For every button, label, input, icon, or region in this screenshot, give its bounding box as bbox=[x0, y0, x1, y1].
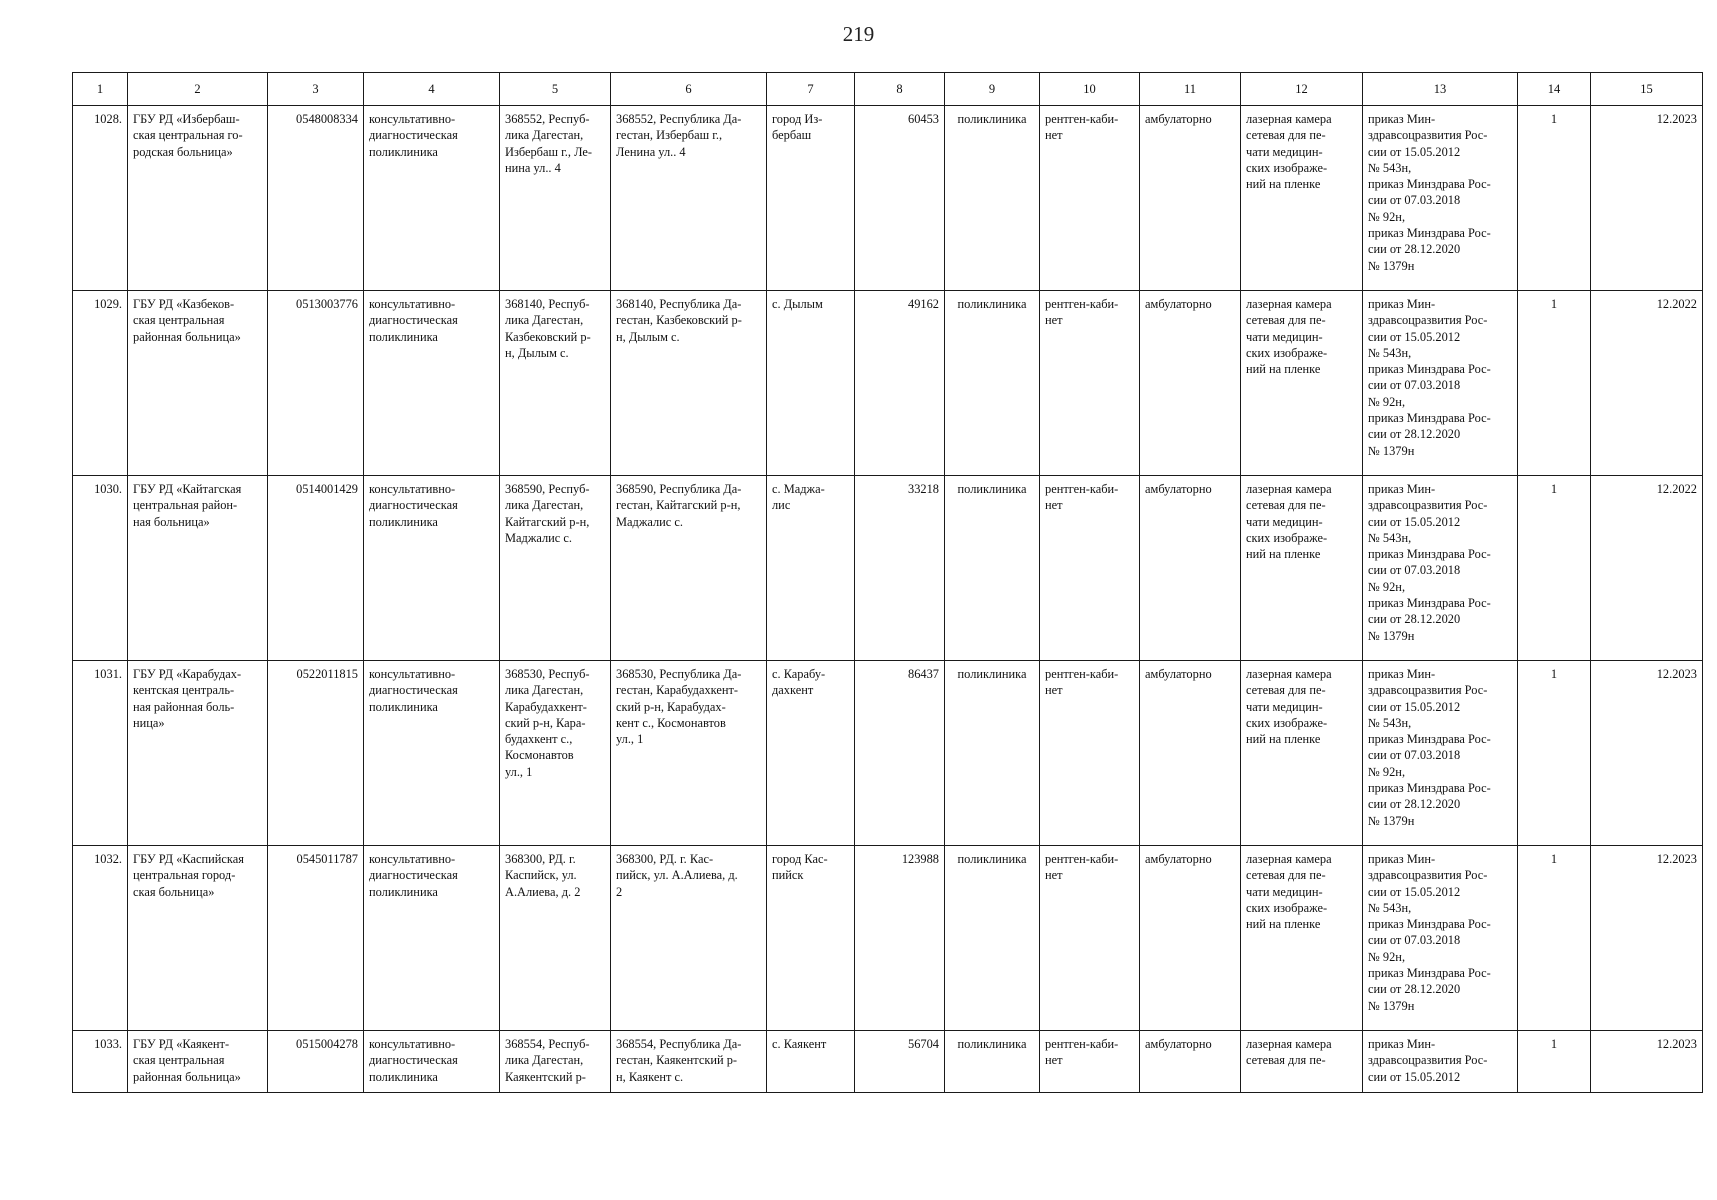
legal-address-cell bbox=[500, 291, 611, 476]
legal-address: 368552, Респуб- лика Дагестан, Избербаш г., Ле- нина ул.. 4 bbox=[505, 112, 593, 175]
population: 33218 bbox=[908, 482, 939, 496]
row-number: 1033. bbox=[94, 1037, 122, 1051]
due-date: 12.2022 bbox=[1656, 297, 1697, 311]
care-form: амбулаторно bbox=[1145, 482, 1212, 496]
quantity: 1 bbox=[1550, 852, 1558, 866]
settlement-cell bbox=[767, 846, 855, 1031]
quantity: 1 bbox=[1550, 482, 1558, 496]
legal-basis: приказ Мин- здравсоцразвития Рос- сии от 15.05.2012 № 543н, приказ Минздрава Рос- сии от 07.03.2018 № 92н, приказ Минздрава Рос- сии от 28.12.2020 № 1379н bbox=[1368, 482, 1491, 643]
quantity-cell bbox=[1518, 476, 1591, 661]
care-form: амбулаторно bbox=[1145, 297, 1212, 311]
population-cell bbox=[855, 106, 945, 291]
care-type-cell bbox=[945, 846, 1040, 1031]
inn-code: 0513003776 bbox=[296, 297, 358, 311]
unit-name-cell bbox=[1040, 846, 1140, 1031]
inn-code-cell bbox=[268, 1031, 364, 1093]
organization-name-cell bbox=[128, 476, 268, 661]
organization-name: ГБУ РД «Карабудах- кентская централь- ная районная боль- ница» bbox=[133, 667, 242, 730]
legal-basis-cell bbox=[1363, 476, 1518, 661]
location-address-cell bbox=[611, 106, 767, 291]
table-row bbox=[73, 1031, 1703, 1093]
due-date-cell bbox=[1591, 291, 1703, 476]
location-address-cell bbox=[611, 661, 767, 846]
legal-address-cell bbox=[500, 106, 611, 291]
quantity-cell bbox=[1518, 846, 1591, 1031]
inn-code: 0514001429 bbox=[296, 482, 358, 496]
equipment-name-cell bbox=[1241, 106, 1363, 291]
quantity-cell bbox=[1518, 106, 1591, 291]
quantity: 1 bbox=[1550, 297, 1558, 311]
row-number: 1029. bbox=[94, 297, 122, 311]
care-form-cell bbox=[1140, 476, 1241, 661]
quantity-cell bbox=[1518, 291, 1591, 476]
table-row bbox=[73, 291, 1703, 476]
inn-code: 0545011787 bbox=[296, 852, 358, 866]
facility-type: консультативно- диагностическая поликлиника bbox=[369, 482, 458, 529]
care-type-cell bbox=[945, 291, 1040, 476]
equipment-name: лазерная камера сетевая для пе- bbox=[1246, 1037, 1332, 1068]
inn-code: 0515004278 bbox=[296, 1037, 358, 1051]
row-number: 1030. bbox=[94, 482, 122, 496]
location-address: 368552, Республика Да- гестан, Избербаш г., Ленина ул.. 4 bbox=[616, 112, 742, 159]
equipment-name-cell bbox=[1241, 291, 1363, 476]
equipment-name-cell bbox=[1241, 476, 1363, 661]
unit-name-cell bbox=[1040, 106, 1140, 291]
unit-name: рентген-каби- нет bbox=[1045, 667, 1119, 698]
row-number: 1032. bbox=[94, 852, 122, 866]
care-type-cell bbox=[945, 661, 1040, 846]
unit-name-cell bbox=[1040, 661, 1140, 846]
column-header: 4 bbox=[364, 73, 500, 106]
table-body bbox=[73, 106, 1703, 1093]
column-header: 14 bbox=[1518, 73, 1591, 106]
population-cell bbox=[855, 661, 945, 846]
table-row bbox=[73, 846, 1703, 1031]
care-form-cell bbox=[1140, 846, 1241, 1031]
legal-address-cell bbox=[500, 661, 611, 846]
table-row bbox=[73, 106, 1703, 291]
column-header: 13 bbox=[1363, 73, 1518, 106]
column-header: 9 bbox=[945, 73, 1040, 106]
facility-type-cell bbox=[364, 846, 500, 1031]
legal-address: 368140, Респуб- лика Дагестан, Казбековский р- н, Дылым с. bbox=[505, 297, 591, 360]
legal-basis-cell bbox=[1363, 1031, 1518, 1093]
inn-code: 0548008334 bbox=[296, 112, 358, 126]
organization-name-cell bbox=[128, 106, 268, 291]
equipment-name-cell bbox=[1241, 1031, 1363, 1093]
location-address-cell bbox=[611, 1031, 767, 1093]
legal-address: 368530, Респуб- лика Дагестан, Карабудахкент- ский р-н, Кара- будахкент с., Космонавтов ул., 1 bbox=[505, 667, 590, 779]
inn-code-cell bbox=[268, 291, 364, 476]
quantity: 1 bbox=[1550, 112, 1558, 126]
facility-type-cell bbox=[364, 1031, 500, 1093]
due-date-cell bbox=[1591, 476, 1703, 661]
settlement-cell bbox=[767, 476, 855, 661]
inn-code-cell bbox=[268, 661, 364, 846]
care-form-cell bbox=[1140, 106, 1241, 291]
column-header: 6 bbox=[611, 73, 767, 106]
location-address: 368140, Республика Да- гестан, Казбековский р- н, Дылым с. bbox=[616, 297, 742, 344]
settlement-cell bbox=[767, 106, 855, 291]
equipment-name-cell bbox=[1241, 846, 1363, 1031]
care-form-cell bbox=[1140, 291, 1241, 476]
unit-name-cell bbox=[1040, 291, 1140, 476]
quantity-cell bbox=[1518, 661, 1591, 846]
population: 49162 bbox=[908, 297, 939, 311]
unit-name-cell bbox=[1040, 476, 1140, 661]
legal-address: 368300, РД. г. Каспийск, ул. А.Алиева, д. 2 bbox=[505, 852, 581, 899]
facility-type-cell bbox=[364, 661, 500, 846]
due-date: 12.2023 bbox=[1656, 112, 1697, 126]
inn-code-cell bbox=[268, 476, 364, 661]
organization-name-cell bbox=[128, 661, 268, 846]
quantity: 1 bbox=[1550, 667, 1558, 681]
legal-address-cell bbox=[500, 476, 611, 661]
care-type: поликлиника bbox=[957, 1037, 1027, 1051]
population-cell bbox=[855, 476, 945, 661]
equipment-name: лазерная камера сетевая для пе- чати медицин- ских изображе- ний на пленке bbox=[1246, 112, 1332, 192]
settlement-cell bbox=[767, 291, 855, 476]
row-number-cell bbox=[73, 106, 128, 291]
equipment-name: лазерная камера сетевая для пе- чати медицин- ских изображе- ний на пленке bbox=[1246, 852, 1332, 932]
facility-type: консультативно- диагностическая поликлиника bbox=[369, 1037, 458, 1084]
column-number-row bbox=[73, 73, 1703, 106]
population: 56704 bbox=[908, 1037, 939, 1051]
population-cell bbox=[855, 846, 945, 1031]
column-header: 15 bbox=[1591, 73, 1703, 106]
legal-basis-cell bbox=[1363, 291, 1518, 476]
legal-address-cell bbox=[500, 846, 611, 1031]
row-number-cell bbox=[73, 291, 128, 476]
facility-type-cell bbox=[364, 476, 500, 661]
care-form: амбулаторно bbox=[1145, 852, 1212, 866]
due-date: 12.2023 bbox=[1656, 667, 1697, 681]
location-address: 368590, Республика Да- гестан, Кайтагский р-н, Маджалис с. bbox=[616, 482, 742, 529]
unit-name: рентген-каби- нет bbox=[1045, 297, 1119, 328]
organization-name: ГБУ РД «Казбеков- ская центральная районная больница» bbox=[133, 297, 241, 344]
care-type-cell bbox=[945, 106, 1040, 291]
equipment-name: лазерная камера сетевая для пе- чати медицин- ских изображе- ний на пленке bbox=[1246, 667, 1332, 747]
facility-type: консультативно- диагностическая поликлиника bbox=[369, 297, 458, 344]
row-number: 1028. bbox=[94, 112, 122, 126]
settlement: с. Дылым bbox=[772, 297, 823, 311]
location-address: 368300, РД. г. Кас- пийск, ул. А.Алиева, д. 2 bbox=[616, 852, 738, 899]
settlement: с. Карабу- дахкент bbox=[772, 667, 826, 698]
population-cell bbox=[855, 291, 945, 476]
settlement: с. Маджа- лис bbox=[772, 482, 825, 513]
due-date-cell bbox=[1591, 106, 1703, 291]
column-header: 12 bbox=[1241, 73, 1363, 106]
column-header: 10 bbox=[1040, 73, 1140, 106]
organization-name: ГБУ РД «Каякент- ская центральная районная больница» bbox=[133, 1037, 241, 1084]
location-address: 368530, Республика Да- гестан, Карабудахкент- ский р-н, Карабудах- кент с., Космонавтов ул., 1 bbox=[616, 667, 742, 747]
column-header: 1 bbox=[73, 73, 128, 106]
settlement-cell bbox=[767, 1031, 855, 1093]
care-form: амбулаторно bbox=[1145, 1037, 1212, 1051]
care-type: поликлиника bbox=[957, 852, 1027, 866]
due-date-cell bbox=[1591, 661, 1703, 846]
row-number-cell bbox=[73, 1031, 128, 1093]
legal-basis-cell bbox=[1363, 106, 1518, 291]
equipment-table bbox=[72, 72, 1703, 1093]
legal-basis: приказ Мин- здравсоцразвития Рос- сии от 15.05.2012 bbox=[1368, 1037, 1488, 1084]
equipment-name: лазерная камера сетевая для пе- чати медицин- ских изображе- ний на пленке bbox=[1246, 482, 1332, 562]
settlement-cell bbox=[767, 661, 855, 846]
care-form-cell bbox=[1140, 661, 1241, 846]
column-header: 2 bbox=[128, 73, 268, 106]
unit-name: рентген-каби- нет bbox=[1045, 852, 1119, 883]
due-date: 12.2023 bbox=[1656, 852, 1697, 866]
population: 86437 bbox=[908, 667, 939, 681]
care-type: поликлиника bbox=[957, 667, 1027, 681]
settlement: город Из- бербаш bbox=[772, 112, 823, 143]
settlement: с. Каякент bbox=[772, 1037, 827, 1051]
care-type: поликлиника bbox=[957, 112, 1027, 126]
legal-basis-cell bbox=[1363, 846, 1518, 1031]
table-row bbox=[73, 476, 1703, 661]
organization-name-cell bbox=[128, 846, 268, 1031]
column-header: 5 bbox=[500, 73, 611, 106]
population-cell bbox=[855, 1031, 945, 1093]
unit-name: рентген-каби- нет bbox=[1045, 1037, 1119, 1068]
due-date-cell bbox=[1591, 846, 1703, 1031]
legal-address: 368554, Респуб- лика Дагестан, Каякентский р- bbox=[505, 1037, 590, 1084]
facility-type: консультативно- диагностическая поликлиника bbox=[369, 852, 458, 899]
care-type: поликлиника bbox=[957, 482, 1027, 496]
row-number: 1031. bbox=[94, 667, 122, 681]
facility-type-cell bbox=[364, 106, 500, 291]
unit-name: рентген-каби- нет bbox=[1045, 482, 1119, 513]
inn-code-cell bbox=[268, 106, 364, 291]
legal-basis: приказ Мин- здравсоцразвития Рос- сии от 15.05.2012 № 543н, приказ Минздрава Рос- сии от 07.03.2018 № 92н, приказ Минздрава Рос- сии от 28.12.2020 № 1379н bbox=[1368, 112, 1491, 273]
settlement: город Кас- пийск bbox=[772, 852, 828, 883]
legal-address: 368590, Респуб- лика Дагестан, Кайтагский р-н, Маджалис с. bbox=[505, 482, 590, 545]
column-header: 3 bbox=[268, 73, 364, 106]
care-type-cell bbox=[945, 1031, 1040, 1093]
quantity-cell bbox=[1518, 1031, 1591, 1093]
column-header: 11 bbox=[1140, 73, 1241, 106]
inn-code-cell bbox=[268, 846, 364, 1031]
column-header: 7 bbox=[767, 73, 855, 106]
facility-type: консультативно- диагностическая поликлиника bbox=[369, 667, 458, 714]
legal-basis-cell bbox=[1363, 661, 1518, 846]
population: 60453 bbox=[908, 112, 939, 126]
column-header: 8 bbox=[855, 73, 945, 106]
care-type: поликлиника bbox=[957, 297, 1027, 311]
facility-type-cell bbox=[364, 291, 500, 476]
table-row bbox=[73, 661, 1703, 846]
care-form: амбулаторно bbox=[1145, 667, 1212, 681]
organization-name: ГБУ РД «Каспийская центральная город- ская больница» bbox=[133, 852, 244, 899]
care-form-cell bbox=[1140, 1031, 1241, 1093]
inn-code: 0522011815 bbox=[296, 667, 358, 681]
page-number: 219 bbox=[842, 22, 875, 46]
due-date: 12.2023 bbox=[1656, 1037, 1697, 1051]
row-number-cell bbox=[73, 476, 128, 661]
legal-basis: приказ Мин- здравсоцразвития Рос- сии от 15.05.2012 № 543н, приказ Минздрава Рос- сии от 07.03.2018 № 92н, приказ Минздрава Рос- сии от 28.12.2020 № 1379н bbox=[1368, 297, 1491, 458]
due-date-cell bbox=[1591, 1031, 1703, 1093]
location-address-cell bbox=[611, 476, 767, 661]
organization-name-cell bbox=[128, 1031, 268, 1093]
population: 123988 bbox=[901, 852, 939, 866]
location-address-cell bbox=[611, 846, 767, 1031]
organization-name-cell bbox=[128, 291, 268, 476]
legal-address-cell bbox=[500, 1031, 611, 1093]
care-form: амбулаторно bbox=[1145, 112, 1212, 126]
equipment-name-cell bbox=[1241, 661, 1363, 846]
equipment-name: лазерная камера сетевая для пе- чати медицин- ских изображе- ний на пленке bbox=[1246, 297, 1332, 377]
quantity: 1 bbox=[1550, 1037, 1558, 1051]
organization-name: ГБУ РД «Кайтагская центральная район- ная больница» bbox=[133, 482, 242, 529]
location-address: 368554, Республика Да- гестан, Каякентский р- н, Каякент с. bbox=[616, 1037, 742, 1084]
unit-name-cell bbox=[1040, 1031, 1140, 1093]
due-date: 12.2022 bbox=[1656, 482, 1697, 496]
legal-basis: приказ Мин- здравсоцразвития Рос- сии от 15.05.2012 № 543н, приказ Минздрава Рос- сии от 07.03.2018 № 92н, приказ Минздрава Рос- сии от 28.12.2020 № 1379н bbox=[1368, 667, 1491, 828]
location-address-cell bbox=[611, 291, 767, 476]
row-number-cell bbox=[73, 846, 128, 1031]
legal-basis: приказ Мин- здравсоцразвития Рос- сии от 15.05.2012 № 543н, приказ Минздрава Рос- сии от 07.03.2018 № 92н, приказ Минздрава Рос- сии от 28.12.2020 № 1379н bbox=[1368, 852, 1491, 1013]
care-type-cell bbox=[945, 476, 1040, 661]
facility-type: консультативно- диагностическая поликлиника bbox=[369, 112, 458, 159]
row-number-cell bbox=[73, 661, 128, 846]
unit-name: рентген-каби- нет bbox=[1045, 112, 1119, 143]
organization-name: ГБУ РД «Избербаш- ская центральная го- родская больница» bbox=[133, 112, 243, 159]
